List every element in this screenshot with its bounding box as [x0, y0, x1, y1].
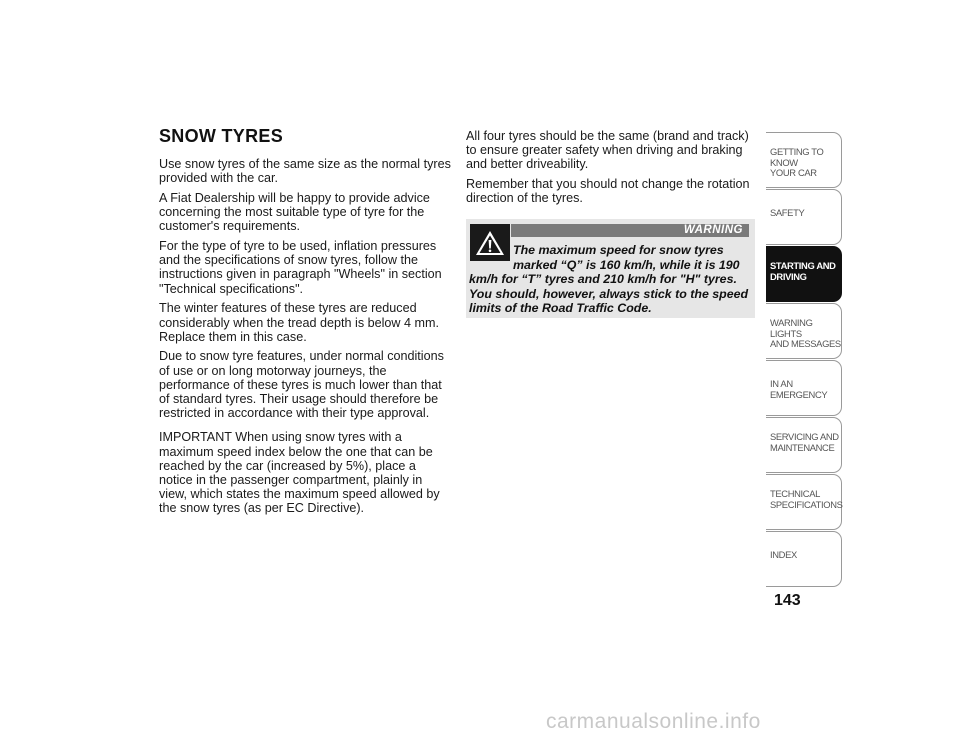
paragraph: For the type of tyre to be used, inflation pressures and the specifications of snow tyres, follow the instructions given in paragraph "Wheels" in section "Technical specifications".: [159, 239, 442, 296]
page-number: 143: [774, 592, 801, 609]
watermark: carmanualsonline.info: [546, 710, 761, 733]
tab-label: IN AN EMERGENCY: [770, 378, 828, 400]
tab-warning-lights-and-messages[interactable]: [766, 303, 842, 359]
paragraph: Due to snow tyre features, under normal conditions of use or on long motorway journeys, the performance of these tyres is much lower than that of standard tyres. Their usage should therefore be restricted in accordance with their type approval.: [159, 349, 444, 421]
section-heading: SNOW TYRES: [159, 126, 284, 146]
tab-label: SAFETY: [770, 207, 805, 218]
tab-getting-to-know-your-car[interactable]: [766, 132, 842, 188]
tab-servicing-and-maintenance[interactable]: [766, 417, 842, 473]
paragraph: Use snow tyres of the same size as the normal tyres provided with the car.: [159, 157, 451, 186]
paragraph: All four tyres should be the same (brand and track) to ensure greater safety when driving and braking and better driveability.: [466, 129, 749, 172]
important-paragraph: IMPORTANT When using snow tyres with a maximum speed index below the one that can be reached by the car (increased by 5%), place a notice in the passenger compartment, plainly in view, which states the maximum speed allowed by the snow tyres (as per EC Directive).: [159, 430, 440, 516]
tab-label: WARNING LIGHTS AND MESSAGES: [770, 317, 841, 350]
paragraph: The winter features of these tyres are reduced considerably when the tread depth is below 4 mm. Replace them in this case.: [159, 301, 440, 344]
tab-index[interactable]: [766, 531, 842, 587]
tab-label: TECHNICAL SPECIFICATIONS: [770, 488, 843, 510]
right-column: [466, 129, 756, 211]
paragraph: A Fiat Dealership will be happy to provide advice concerning the most suitable type of tyre for the customer's requirements.: [159, 190, 430, 234]
side-tab-navigation: [766, 132, 842, 588]
tab-in-an-emergency[interactable]: [766, 360, 842, 416]
tab-label: STARTING AND DRIVING: [770, 260, 836, 282]
warning-title: WARNING: [511, 224, 749, 237]
paragraph: Remember that you should not change the rotation direction of the tyres.: [466, 177, 750, 206]
tab-technical-specifications[interactable]: [766, 474, 842, 530]
tab-label: GETTING TO KNOW YOUR CAR: [770, 146, 824, 179]
tab-starting-and-driving[interactable]: [766, 246, 842, 302]
warning-text-content: The maximum speed for snow tyres marked “Q” is 160 km/h, while it is 190 km/h for “T” tyres and 210 km/h for "H" tyres. You should, however, always stick to the speed limits of the Road Traffic Code.: [469, 243, 749, 316]
left-column: [159, 126, 451, 521]
warning-box: [466, 219, 755, 318]
tab-label: SERVICING AND MAINTENANCE: [770, 431, 839, 453]
tab-label: INDEX: [770, 549, 797, 560]
warning-text: [469, 243, 751, 316]
tab-safety[interactable]: [766, 189, 842, 245]
